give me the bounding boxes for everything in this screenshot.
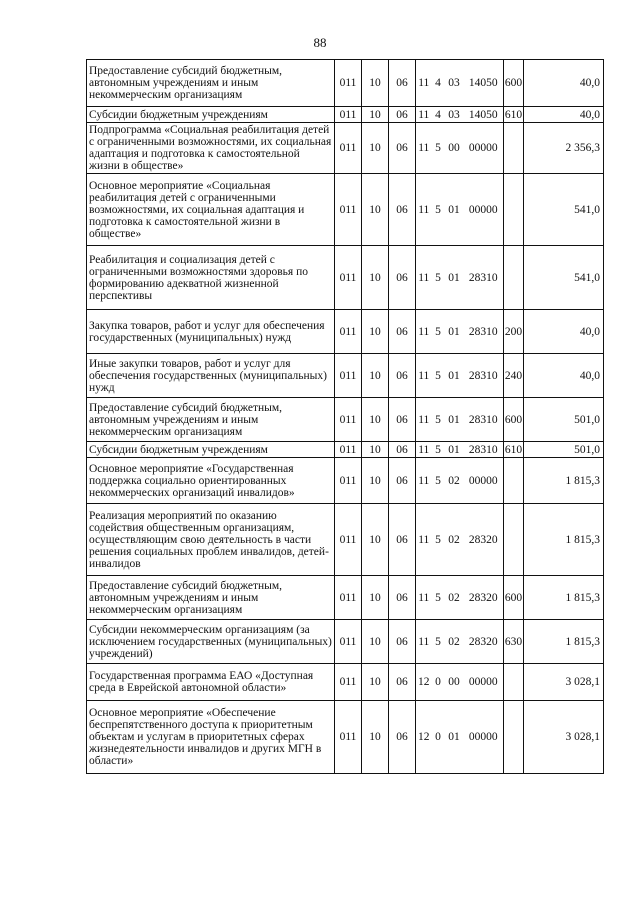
event-code: 03 [445,60,464,107]
section-code: 10 [362,442,389,458]
row-name: Закупка товаров, работ и услуг для обеспечения государственных (муниципальных) нужд [87,310,335,354]
row-name: Субсидии некоммерческим организациям (за исключением государственных (муниципальных) учреждений) [87,620,335,664]
ministry-code: 011 [335,701,362,774]
table-row [87,310,604,354]
table-row [87,60,604,107]
program-code: 12 [416,664,432,701]
row-name: Реабилитация и социализация детей с ограниченными возможностями здоровья по формированию адекватной жизненной перспективы [87,246,335,310]
expense-type-code: 240 [504,354,524,398]
ministry-code: 011 [335,664,362,701]
table-row [87,664,604,701]
row-name: Иные закупки товаров, работ и услуг для обеспечения государственных (муниципальных) нужд [87,354,335,398]
event-code: 01 [445,442,464,458]
expense-type-code: 610 [504,108,523,121]
section-code: 10 [362,398,389,442]
section-code: 10 [362,458,389,504]
row-name: Предоставление субсидий бюджетным, автономным учреждениям и иным некоммерческим организациям [87,576,335,620]
expense-type-code [504,458,524,504]
row-name: Основное мероприятие «Государственная поддержка социально ориентированных некоммерческих организаций инвалидов» [87,458,335,504]
table-row [87,504,604,576]
amount-value: 40,0 [524,310,604,354]
ministry-code: 011 [335,60,362,107]
section-code: 10 [362,664,389,701]
subprogram-code: 4 [432,60,445,107]
row-name: Субсидии бюджетным учреждениям [87,107,335,123]
section-code: 10 [362,310,389,354]
program-code: 12 [416,701,432,774]
ministry-code: 011 [335,398,362,442]
subsection-code: 06 [389,701,416,774]
ministry-code: 011 [335,576,362,620]
amount-value: 1 815,3 [524,620,604,664]
amount-value: 40,0 [524,107,604,123]
subsection-code: 06 [389,504,416,576]
expense-type-code [504,123,524,174]
amount-value: 40,0 [524,354,604,398]
direction-code: 00000 [464,123,504,174]
program-code: 11 [416,60,432,107]
event-code: 00 [445,664,464,701]
program-code: 11 [416,442,432,458]
section-code: 10 [362,246,389,310]
table-row [87,442,604,458]
program-code: 11 [416,620,432,664]
program-code: 11 [416,576,432,620]
table-row [87,174,604,246]
subprogram-code: 5 [432,398,445,442]
expense-type-code [504,701,524,774]
expense-type-code: 610 [504,443,523,456]
section-code: 10 [362,701,389,774]
table-row [87,107,604,123]
amount-value: 3 028,1 [524,701,604,774]
subprogram-code: 5 [432,310,445,354]
direction-code: 14050 [464,60,504,107]
row-name: Основное мероприятие «Обеспечение беспрепятственного доступа к приоритетным объектам и услугам в приоритетных сферах жизнедеятельности инвалидов и других МГН в области» [87,701,335,774]
program-code: 11 [416,310,432,354]
row-name: Предоставление субсидий бюджетным, автономным учреждениям и иным некоммерческим организациям [87,60,335,107]
table-body [87,60,604,774]
event-code: 01 [445,246,464,310]
subsection-code: 06 [389,620,416,664]
row-name: Предоставление субсидий бюджетным, автономным учреждениям и иным некоммерческим организациям [87,398,335,442]
direction-code: 28310 [464,310,504,354]
direction-code: 00000 [464,664,504,701]
program-code: 11 [416,246,432,310]
direction-code: 28310 [464,246,504,310]
subsection-code: 06 [389,458,416,504]
event-code: 03 [445,107,464,123]
expense-type-code [504,664,524,701]
amount-value: 2 356,3 [524,123,604,174]
amount-value: 541,0 [524,174,604,246]
subprogram-code: 5 [432,576,445,620]
table-row [87,701,604,774]
amount-value: 1 815,3 [524,458,604,504]
row-name: Реализация мероприятий по оказанию содействия общественным организациям, осуществляющим свою деятельность в части решения социальных проблем инвалидов, детей-инвалидов [87,504,335,576]
direction-code: 28310 [464,354,504,398]
ministry-code: 011 [335,107,362,123]
ministry-code: 011 [335,458,362,504]
event-code: 01 [445,701,464,774]
subsection-code: 06 [389,174,416,246]
program-code: 11 [416,458,432,504]
expense-type-code: 600 [504,398,524,442]
budget-table [86,59,604,774]
program-code: 11 [416,107,432,123]
section-code: 10 [362,123,389,174]
event-code: 02 [445,458,464,504]
table-row [87,458,604,504]
subsection-code: 06 [389,576,416,620]
ministry-code: 011 [335,354,362,398]
ministry-code: 011 [335,504,362,576]
program-code: 11 [416,174,432,246]
ministry-code: 011 [335,310,362,354]
ministry-code: 011 [335,174,362,246]
section-code: 10 [362,174,389,246]
subprogram-code: 5 [432,123,445,174]
page-number: 88 [313,35,327,50]
program-code: 11 [416,504,432,576]
subsection-code: 06 [389,60,416,107]
ministry-code: 011 [335,620,362,664]
section-code: 10 [362,60,389,107]
row-name: Основное мероприятие «Социальная реабилитация детей с ограниченными возможностями, их социальная адаптация и подготовка к самостоятельной жизни в обществе» [87,174,335,246]
subsection-code: 06 [389,442,416,458]
expense-type-code: 630 [504,620,524,664]
direction-code: 28320 [464,620,504,664]
expense-type-code [504,246,524,310]
table-row [87,620,604,664]
event-code: 02 [445,620,464,664]
amount-value: 1 815,3 [524,504,604,576]
ministry-code: 011 [335,246,362,310]
row-name: Подпрограмма «Социальная реабилитация детей с ограниченными возможностями, их социальная адаптация и подготовка к самостоятельной жизни в обществе» [87,123,335,174]
event-code: 01 [445,398,464,442]
table-row [87,398,604,442]
table-row [87,123,604,174]
subsection-code: 06 [389,246,416,310]
expense-type-code: 600 [504,60,524,107]
subsection-code: 06 [389,664,416,701]
subprogram-code: 5 [432,174,445,246]
expense-type-code: 600 [504,576,524,620]
direction-code: 00000 [464,701,504,774]
table-row [87,246,604,310]
section-code: 10 [362,354,389,398]
subprogram-code: 5 [432,246,445,310]
row-name: Государственная программа ЕАО «Доступная среда в Еврейской автономной области» [87,664,335,701]
direction-code: 14050 [464,107,504,123]
direction-code: 28320 [464,576,504,620]
section-code: 10 [362,620,389,664]
direction-code: 28310 [464,398,504,442]
subsection-code: 06 [389,310,416,354]
subsection-code: 06 [389,107,416,123]
amount-value: 40,0 [524,60,604,107]
event-code: 02 [445,576,464,620]
direction-code: 00000 [464,458,504,504]
event-code: 01 [445,354,464,398]
amount-value: 501,0 [524,442,604,458]
subsection-code: 06 [389,354,416,398]
amount-value: 1 815,3 [524,576,604,620]
event-code: 01 [445,174,464,246]
direction-code: 28310 [464,442,504,458]
subprogram-code: 5 [432,620,445,664]
subprogram-code: 0 [432,664,445,701]
program-code: 11 [416,123,432,174]
subprogram-code: 5 [432,504,445,576]
subprogram-code: 4 [432,107,445,123]
table-row [87,354,604,398]
subprogram-code: 5 [432,442,445,458]
expense-type-code [504,174,524,246]
program-code: 11 [416,398,432,442]
subprogram-code: 5 [432,458,445,504]
amount-value: 541,0 [524,246,604,310]
event-code: 01 [445,310,464,354]
subprogram-code: 5 [432,354,445,398]
subsection-code: 06 [389,398,416,442]
section-code: 10 [362,576,389,620]
event-code: 02 [445,504,464,576]
event-code: 00 [445,123,464,174]
subsection-code: 06 [389,123,416,174]
ministry-code: 011 [335,442,362,458]
section-code: 10 [362,504,389,576]
amount-value: 501,0 [524,398,604,442]
expense-type-code: 200 [504,310,524,354]
table-row [87,576,604,620]
ministry-code: 011 [335,123,362,174]
subprogram-code: 0 [432,701,445,774]
expense-type-code [504,504,524,576]
direction-code: 00000 [464,174,504,246]
amount-value: 3 028,1 [524,664,604,701]
program-code: 11 [416,354,432,398]
row-name: Субсидии бюджетным учреждениям [87,442,335,458]
section-code: 10 [362,107,389,123]
direction-code: 28320 [464,504,504,576]
